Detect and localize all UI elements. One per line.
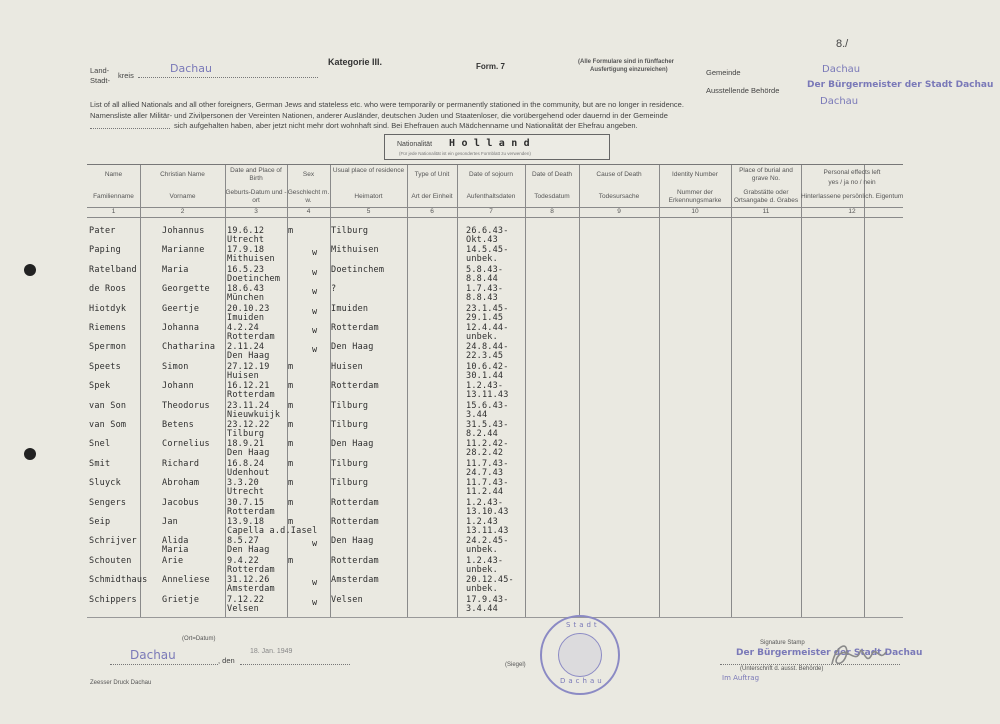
col-identity-en: Identity Number bbox=[672, 171, 718, 178]
surname-cell: Schouten bbox=[89, 555, 132, 566]
surname-cell: Pater bbox=[89, 226, 116, 236]
sojourn-start-cell: 5.8.43- bbox=[466, 264, 504, 275]
sojourn-start-cell: 31.5.43- bbox=[466, 420, 509, 430]
nationality-value: H o l l a n d bbox=[449, 138, 530, 149]
birth-date-cell: 8.5.27 bbox=[227, 536, 259, 547]
sojourn-end-cell: 8.2.44 bbox=[466, 429, 498, 439]
place-stamp: Dachau bbox=[130, 648, 176, 662]
first-name-cell: Theodorus bbox=[162, 400, 210, 411]
col-name-en: Name bbox=[104, 171, 123, 178]
punch-hole bbox=[24, 448, 36, 460]
surname-cell: Snel bbox=[89, 439, 111, 450]
first-name-cell: Grietje bbox=[162, 594, 200, 605]
gemeinde-stamp: Dachau bbox=[822, 64, 861, 75]
col-first-no: 2 bbox=[180, 208, 185, 215]
birth-place-cell: Rotterdam bbox=[227, 564, 275, 575]
surname-cell: Speets bbox=[89, 361, 121, 372]
birth-date-cell: 7.12.22 bbox=[227, 594, 265, 605]
birth-date-cell: 4.2.24 bbox=[227, 323, 259, 333]
sojourn-end-cell: 3.4.44 bbox=[466, 603, 498, 614]
birth-date-cell: 2.11.24 bbox=[227, 342, 265, 353]
col-burial-de: Grabstätte oder Ortsangabe d. Grabes bbox=[733, 189, 799, 204]
copies-note: (Alle Formulare sind in fünffacher bbox=[578, 59, 675, 65]
col-unit-no: 6 bbox=[430, 208, 434, 215]
birth-date-cell: 9.4.22 bbox=[227, 555, 259, 566]
surname-cell: Seip bbox=[89, 517, 111, 527]
sex-w-cell: w bbox=[312, 267, 318, 278]
first-name-cell: Georgette bbox=[162, 284, 210, 295]
surname-cell: Schippers bbox=[89, 594, 137, 605]
copies-note-2: Ausfertigung einzureichen) bbox=[590, 67, 668, 73]
table-row bbox=[87, 304, 903, 325]
first-name-cell: Maria bbox=[162, 264, 189, 275]
seal-text-top: Stadt bbox=[566, 621, 600, 629]
behoerde-stamp: Der Bürgermeister der Stadt Dachau bbox=[807, 80, 994, 90]
gemeinde-label: Gemeinde bbox=[706, 68, 741, 77]
surname-cell: Hiotdyk bbox=[89, 303, 127, 314]
table-row bbox=[87, 381, 903, 402]
sex-m-cell: m bbox=[288, 400, 294, 411]
col-first-de: Vorname bbox=[169, 193, 196, 200]
birth-place-cell: Den Haag bbox=[227, 351, 270, 362]
sex-w-cell: w bbox=[312, 539, 318, 550]
col-residence-de: Heimatort bbox=[354, 193, 383, 200]
sojourn-start-cell: 15.6.43- bbox=[466, 400, 509, 411]
sojourn-start-cell: 12.4.44- bbox=[466, 323, 509, 333]
sojourn-start-cell: 11.7.43- bbox=[466, 478, 509, 489]
birth-place-cell: Rotterdam bbox=[227, 332, 275, 342]
birth-date-cell: 18.6.43 bbox=[227, 284, 265, 295]
form-number: Form. 7 bbox=[476, 62, 505, 71]
col-identity-no: 10 bbox=[691, 208, 699, 215]
sex-m-cell: m bbox=[288, 381, 294, 392]
birth-date-cell: 19.6.12 bbox=[227, 226, 265, 236]
intro-line-1: List of all allied Nationals and all other foreigners, German Jews and stateless etc. who were temporarily or permanently stationed in the community, but are no longer in residence. bbox=[90, 100, 684, 109]
signature-stamp: Der Bürgermeister der Stadt Dachau bbox=[736, 648, 923, 658]
col-death-no: 8 bbox=[550, 208, 554, 215]
residence-cell: Tilburg bbox=[331, 458, 369, 469]
first-name-cell: Chatharina bbox=[162, 342, 216, 353]
residence-cell: Amsterdam bbox=[331, 575, 379, 586]
table-row bbox=[87, 226, 903, 247]
sojourn-end-cell: unbek. bbox=[466, 254, 498, 265]
sojourn-end-cell: Okt.43 bbox=[466, 235, 498, 245]
sojourn-start-cell: 24.2.45- bbox=[466, 536, 509, 547]
sojourn-end-cell: 13.11.43 bbox=[466, 390, 509, 401]
first-name-cell: Jan bbox=[162, 517, 178, 527]
col-burial-en: Place of burial and grave No. bbox=[739, 167, 793, 182]
residence-cell: Rotterdam bbox=[331, 497, 379, 508]
birth-date-cell: 23.11.24 bbox=[227, 400, 270, 411]
behoerde-stamp-2: Dachau bbox=[820, 96, 859, 107]
col-birth-de: Geburts-Datum und -ort bbox=[225, 189, 287, 204]
table-row bbox=[87, 265, 903, 286]
col-sojourn-de: Aufenthaltsdaten bbox=[466, 193, 516, 200]
birth-place-cell: Huisen bbox=[227, 370, 259, 381]
first-name-cell: Cornelius bbox=[162, 439, 210, 450]
table-row bbox=[87, 401, 903, 422]
birth-date-cell: 16.8.24 bbox=[227, 458, 265, 469]
table-row bbox=[87, 420, 903, 441]
residence-cell: Tilburg bbox=[331, 420, 369, 430]
sojourn-start-cell: 14.5.45- bbox=[466, 245, 509, 256]
birth-place-cell: Utrecht bbox=[227, 487, 265, 498]
sex-w-cell: w bbox=[312, 597, 318, 608]
intro-line-2: Namensliste aller Militär- und Zivilpersonen der Vereinten Nationen, anderer Ausländer, deutschen Juden und Staatenloser, die vorübergehend oder dauernd in der Gemeinde bbox=[90, 111, 668, 120]
first-name-cell: Geertje bbox=[162, 303, 200, 314]
sojourn-end-cell: 30.1.44 bbox=[466, 370, 504, 381]
birth-date-cell: 23.12.22 bbox=[227, 420, 270, 430]
residence-cell: Velsen bbox=[331, 594, 363, 605]
col-sojourn-en: Date of sojourn bbox=[468, 171, 514, 178]
col-effects-en: Personal effects left bbox=[823, 169, 881, 176]
birth-place-cell: Utrecht bbox=[227, 235, 265, 245]
table-row bbox=[87, 498, 903, 519]
col-birth-en: Date and Place of Birth bbox=[230, 167, 282, 182]
first-name-cell: Jacobus bbox=[162, 497, 200, 508]
col-cause-no: 9 bbox=[617, 208, 621, 215]
col-death-de: Todesdatum bbox=[534, 193, 570, 200]
birth-date-cell: 18.9.21 bbox=[227, 439, 265, 450]
birth-place-cell: Velsen bbox=[227, 603, 259, 614]
signature-note: (Unterschrift d. ausst. Behörde) bbox=[740, 666, 824, 672]
table-row bbox=[87, 478, 903, 499]
birth-place-cell: Den Haag bbox=[227, 545, 270, 556]
sojourn-end-cell: 8.8.44 bbox=[466, 273, 498, 284]
birth-place-cell: Nieuwkuijk bbox=[227, 409, 281, 420]
first-name-cell: Marianne bbox=[162, 245, 205, 256]
sex-w-cell: w bbox=[312, 306, 318, 317]
person-table bbox=[87, 164, 903, 618]
signature-note-2: Im Auftrag bbox=[722, 674, 760, 682]
col-first-en: Christian Name bbox=[160, 171, 205, 178]
first-name-cell: Anneliese bbox=[162, 575, 210, 586]
col-effects-yes-no bbox=[801, 179, 903, 187]
surname-cell: van Som bbox=[89, 420, 127, 430]
col-effects-no: 12 bbox=[848, 208, 856, 215]
sojourn-end-cell: unbek. bbox=[466, 584, 498, 595]
col-cause-de: Todesursache bbox=[598, 193, 640, 200]
col-sex-en: Sex bbox=[302, 171, 315, 178]
sex-m-cell: m bbox=[288, 517, 294, 527]
surname-cell: Schrijver bbox=[89, 536, 137, 547]
sojourn-start-cell: 11.2.42- bbox=[466, 439, 509, 450]
sojourn-start-cell: 23.1.45- bbox=[466, 303, 509, 314]
residence-cell: Rotterdam bbox=[331, 323, 379, 333]
den-label: , den bbox=[218, 656, 235, 665]
sojourn-end-cell: 11.2.44 bbox=[466, 487, 504, 498]
nationality-label: Nationalität bbox=[397, 141, 433, 148]
sex-w-cell: w bbox=[312, 287, 318, 298]
birth-place-cell: Rotterdam bbox=[227, 390, 275, 401]
first-name-cell: Betens bbox=[162, 420, 194, 430]
sex-w-cell: w bbox=[312, 248, 318, 259]
col-death-en: Date of Death bbox=[531, 171, 573, 178]
col-name-de: Familienname bbox=[93, 193, 134, 200]
birth-date-cell: 30.7.15 bbox=[227, 497, 265, 508]
first-name-cell: Johann bbox=[162, 381, 194, 392]
residence-cell: Huisen bbox=[331, 361, 363, 372]
sojourn-end-cell: 13.10.43 bbox=[466, 506, 509, 517]
birth-place-cell: Imuiden bbox=[227, 312, 265, 323]
birth-place-cell: Rotterdam bbox=[227, 506, 275, 517]
seal-label: (Siegel) bbox=[505, 662, 526, 668]
sojourn-start-cell: 26.6.43- bbox=[466, 226, 509, 236]
table-row bbox=[87, 362, 903, 383]
sex-m-cell: m bbox=[288, 478, 294, 489]
city-seal bbox=[540, 615, 620, 695]
residence-cell: Doetinchem bbox=[331, 264, 385, 275]
birth-date-cell: 13.9.18 bbox=[227, 517, 265, 527]
birth-date-cell: 31.12.26 bbox=[227, 575, 270, 586]
surname-cell: Riemens bbox=[89, 323, 127, 333]
first-name-cell-2: Maria bbox=[162, 545, 189, 556]
table-row bbox=[87, 342, 903, 363]
sex-m-cell: m bbox=[288, 458, 294, 469]
first-name-cell: Johannus bbox=[162, 226, 205, 236]
table-row bbox=[87, 459, 903, 480]
first-name-cell: Johanna bbox=[162, 323, 200, 333]
sojourn-end-cell: 24.7.43 bbox=[466, 467, 504, 478]
birth-place-cell: Mithuisen bbox=[227, 254, 275, 265]
birth-date-cell: 17.9.18 bbox=[227, 245, 265, 256]
sojourn-start-cell: 10.6.42- bbox=[466, 361, 509, 372]
residence-cell: ? bbox=[331, 284, 337, 295]
birth-date-cell: 3.3.20 bbox=[227, 478, 259, 489]
col-sojourn-no: 7 bbox=[489, 208, 493, 215]
birth-place-cell: Doetinchem bbox=[227, 273, 281, 284]
col-identity-de: Nummer der Erkennungsmarke bbox=[668, 189, 722, 204]
sojourn-end-cell: 29.1.45 bbox=[466, 312, 504, 323]
table-row bbox=[87, 595, 903, 616]
residence-cell: Den Haag bbox=[331, 439, 374, 450]
first-name-cell: Simon bbox=[162, 361, 189, 372]
birth-place-cell: Capella a.d.Iasel bbox=[227, 526, 318, 536]
sojourn-end-cell: unbek. bbox=[466, 545, 498, 556]
col-residence-no: 5 bbox=[366, 208, 371, 215]
intro-fill-line bbox=[90, 128, 170, 129]
date-stamp: 18. Jan. 1949 bbox=[250, 648, 293, 655]
sojourn-start-cell: 1.2.43- bbox=[466, 381, 504, 392]
birth-date-cell: 20.10.23 bbox=[227, 303, 270, 314]
birth-place-cell: Udenhout bbox=[227, 467, 270, 478]
sex-m-cell: m bbox=[288, 555, 294, 566]
residence-cell: Den Haag bbox=[331, 342, 374, 353]
residence-cell: Rotterdam bbox=[331, 517, 379, 527]
birth-place-cell: Amsterdam bbox=[227, 584, 275, 595]
sojourn-end-cell: unbek. bbox=[466, 332, 498, 342]
surname-cell: Sluyck bbox=[89, 478, 121, 489]
page-number: 8./ bbox=[836, 38, 849, 50]
printer-note: Zeesser Druck Dachau bbox=[90, 680, 152, 686]
signature-label: Signature Stamp bbox=[760, 640, 805, 646]
surname-cell: Paping bbox=[89, 245, 121, 256]
surname-cell: Spermon bbox=[89, 342, 127, 353]
col-sex-de: Geschlecht m. w. bbox=[287, 189, 330, 204]
behoerde-label: Ausstellende Behörde bbox=[706, 86, 780, 95]
sojourn-end-cell: 8.8.43 bbox=[466, 293, 498, 304]
residence-cell: Tilburg bbox=[331, 226, 369, 236]
surname-cell: Ratelband bbox=[89, 264, 137, 275]
intro-line-3: sich aufgehalten haben, aber jetzt nicht mehr dort wohnhaft sind. Bei Ehefrauen auch Mädchenname und Nationalität der Ehefrau angeben. bbox=[174, 121, 638, 130]
place-date-label: (Ort=Datum) bbox=[182, 636, 216, 642]
surname-cell: de Roos bbox=[89, 284, 127, 295]
col-unit-en: Type of Unit bbox=[414, 171, 450, 178]
punch-hole bbox=[24, 264, 36, 276]
residence-cell: Den Haag bbox=[331, 536, 374, 547]
kreis-line bbox=[138, 77, 318, 78]
sex-w-cell: w bbox=[312, 345, 318, 356]
table-row bbox=[87, 517, 903, 538]
sojourn-start-cell: 11.7.43- bbox=[466, 458, 509, 469]
surname-cell: Smit bbox=[89, 458, 111, 469]
surname-cell: Sengers bbox=[89, 497, 127, 508]
first-name-cell: Alida bbox=[162, 536, 189, 547]
col-name-no: 1 bbox=[111, 208, 116, 215]
sojourn-end-cell: 3.44 bbox=[466, 409, 488, 420]
residence-cell: Imuiden bbox=[331, 303, 369, 314]
nationality-note: (Für jede Nationalität ist ein gesondertes Formblatt zu verwenden) bbox=[399, 151, 531, 156]
table-row bbox=[87, 536, 903, 557]
nationality-box bbox=[384, 134, 610, 160]
birth-date-cell: 16.12.21 bbox=[227, 381, 270, 392]
sex-m-cell: m bbox=[288, 439, 294, 450]
sex-w-cell: w bbox=[312, 578, 318, 589]
residence-cell: Rotterdam bbox=[331, 555, 379, 566]
birth-date-cell: 16.5.23 bbox=[227, 264, 265, 275]
yes-label: yes / ja bbox=[828, 179, 849, 186]
sex-m-cell: m bbox=[288, 226, 294, 236]
table-row bbox=[87, 575, 903, 596]
sojourn-end-cell: 28.2.42 bbox=[466, 448, 504, 459]
sojourn-start-cell: 20.12.45- bbox=[466, 575, 514, 586]
kreis-label: kreis bbox=[118, 71, 134, 80]
table-row bbox=[87, 284, 903, 305]
stadt-label: Stadt- bbox=[90, 76, 111, 85]
surname-cell: Schmidthaus bbox=[89, 575, 148, 586]
residence-cell: Mithuisen bbox=[331, 245, 379, 256]
birth-place-cell: München bbox=[227, 293, 265, 304]
sojourn-start-cell: 17.9.43- bbox=[466, 594, 509, 605]
table-row bbox=[87, 556, 903, 577]
first-name-cell: Arie bbox=[162, 555, 184, 566]
residence-cell: Rotterdam bbox=[331, 381, 379, 392]
category-title: Kategorie III. bbox=[328, 57, 383, 67]
col-effects-de: Hinterlassene persönlich. Eigentum bbox=[801, 193, 904, 200]
birth-place-cell: Tilburg bbox=[227, 429, 265, 439]
col-cause-en: Cause of Death bbox=[596, 171, 642, 178]
table-row bbox=[87, 323, 903, 344]
kreis-stamp: Dachau bbox=[170, 62, 212, 75]
land-label: Land- bbox=[90, 66, 110, 75]
no-label: no / nein bbox=[850, 179, 876, 186]
sojourn-start-cell: 1.2.43- bbox=[466, 555, 504, 566]
sojourn-end-cell: 13.11.43 bbox=[466, 526, 509, 536]
seal-emblem bbox=[558, 633, 602, 677]
sex-m-cell: m bbox=[288, 497, 294, 508]
sex-m-cell: m bbox=[288, 420, 294, 430]
sojourn-start-cell: 1.2.43 bbox=[466, 517, 498, 527]
surname-cell: van Son bbox=[89, 400, 127, 411]
sojourn-start-cell: 1.7.43- bbox=[466, 284, 504, 295]
sojourn-end-cell: 22.3.45 bbox=[466, 351, 504, 362]
col-sex-no: 4 bbox=[306, 208, 311, 215]
sojourn-start-cell: 1.2.43- bbox=[466, 497, 504, 508]
table-row bbox=[87, 439, 903, 460]
residence-cell: Tilburg bbox=[331, 478, 369, 489]
birth-place-cell: Den Haag bbox=[227, 448, 270, 459]
sex-m-cell: m bbox=[288, 361, 294, 372]
first-name-cell: Abroham bbox=[162, 478, 200, 489]
surname-cell: Spek bbox=[89, 381, 111, 392]
seal-text-bottom: Dachau bbox=[560, 677, 605, 685]
residence-cell: Tilburg bbox=[331, 400, 369, 411]
birth-date-cell: 27.12.19 bbox=[227, 361, 270, 372]
col-residence-en: Usual place of residence bbox=[332, 167, 405, 174]
col-unit-de: Art der Einheit bbox=[411, 193, 453, 200]
sex-w-cell: w bbox=[312, 326, 318, 336]
table-row bbox=[87, 245, 903, 266]
sojourn-end-cell: unbek. bbox=[466, 564, 498, 575]
col-birth-no: 3 bbox=[254, 208, 258, 215]
handwritten-signature bbox=[826, 634, 896, 674]
col-burial-no: 11 bbox=[762, 208, 770, 215]
first-name-cell: Richard bbox=[162, 458, 200, 469]
sojourn-start-cell: 24.8.44- bbox=[466, 342, 509, 353]
